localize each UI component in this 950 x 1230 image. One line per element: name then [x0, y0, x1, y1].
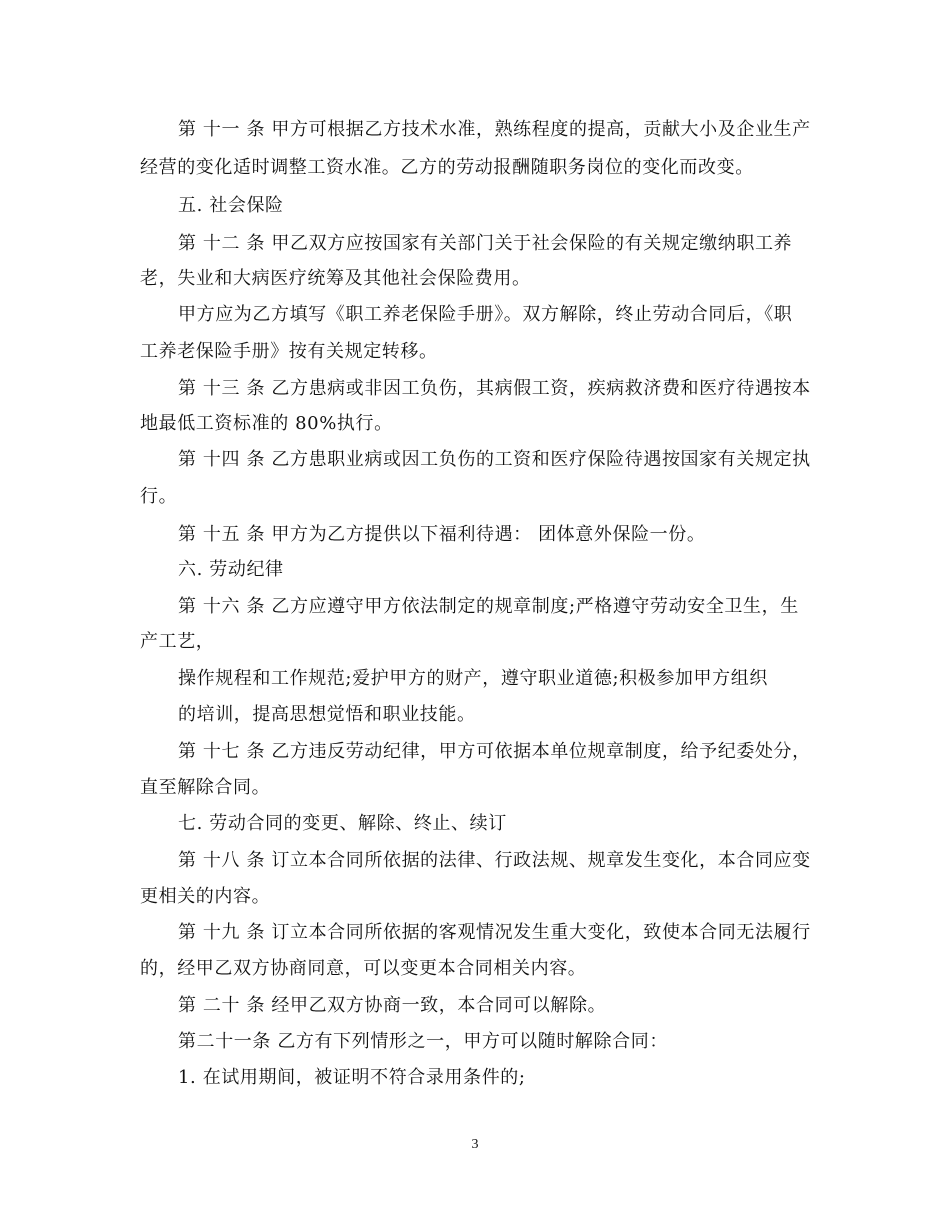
- section-heading-labor-discipline: 六. 劳动纪律: [178, 559, 284, 580]
- article-19-line-2: 的，经甲乙双方协商同意，可以变更本合同相关内容。: [140, 958, 587, 979]
- article-14-line-2: 行。: [140, 486, 178, 507]
- article-17-line-1: 第 十七 条 乙方违反劳动纪律，甲方可依据本单位规章制度，给予纪委处分，: [178, 741, 811, 762]
- article-16-line-4: 的培训，提高思想觉悟和职业技能。: [178, 704, 476, 725]
- article-16-line-3: 操作规程和工作规范;爱护甲方的财产，遵守职业道德;积极参加甲方组织: [178, 668, 768, 689]
- article-19-line-1: 第 十九 条 订立本合同所依据的客观情况发生重大变化，致使本合同无法履行: [178, 922, 811, 943]
- article-18-line-1: 第 十八 条 订立本合同所依据的法律、行政法规、规章发生变化，本合同应变: [178, 850, 811, 871]
- section-heading-contract-changes: 七. 劳动合同的变更、解除、终止、续订: [178, 813, 507, 834]
- article-14-line-1: 第 十四 条 乙方患职业病或因工负伤的工资和医疗保险待遇按国家有关规定执: [178, 449, 811, 470]
- article-12-line-1: 第 十二 条 甲乙双方应按国家有关部门关于社会保险的有关规定缴纳职工养: [178, 233, 793, 254]
- article-15: 第 十五 条 甲方为乙方提供以下福利待遇： 团体意外保险一份。: [178, 524, 706, 545]
- article-12-line-2: 老，失业和大病医疗统筹及其他社会保险费用。: [140, 268, 531, 289]
- article-21: 第二十一条 乙方有下列情形之一，甲方可以随时解除合同：: [178, 1031, 668, 1052]
- article-11-line-1: 第 十一 条 甲方可根据乙方技术水准，熟练程度的提高，贡献大小及企业生产: [178, 119, 811, 140]
- article-18-line-2: 更相关的内容。: [140, 886, 271, 907]
- article-16-line-2: 产工艺，: [140, 631, 215, 652]
- article-20: 第 二十 条 经甲乙双方协商一致，本合同可以解除。: [178, 995, 607, 1016]
- article-11-line-2: 经营的变化适时调整工资水准。乙方的劳动报酬随职务岗位的变化而改变。: [140, 157, 754, 178]
- article-17-line-2: 直至解除合同。: [140, 777, 271, 798]
- section-heading-social-insurance: 五. 社会保险: [178, 195, 284, 216]
- article-13-line-2: 地最低工资标准的 80%执行。: [140, 413, 393, 434]
- page-number: 3: [471, 1137, 479, 1152]
- article-13-line-1: 第 十三 条 乙方患病或非因工负伤，其病假工资，疾病救济费和医疗待遇按本: [178, 378, 811, 399]
- pension-handbook-line-1: 甲方应为乙方填写《职工养老保险手册》。双方解除，终止劳动合同后，《职: [178, 304, 793, 325]
- article-21-item-1: 1. 在试用期间，被证明不符合录用条件的;: [178, 1067, 526, 1088]
- article-16-line-1: 第 十六 条 乙方应遵守甲方依法制定的规章制度;严格遵守劳动安全卫生，生: [178, 596, 799, 617]
- pension-handbook-line-2: 工养老保险手册》按有关规定转移。: [140, 341, 438, 362]
